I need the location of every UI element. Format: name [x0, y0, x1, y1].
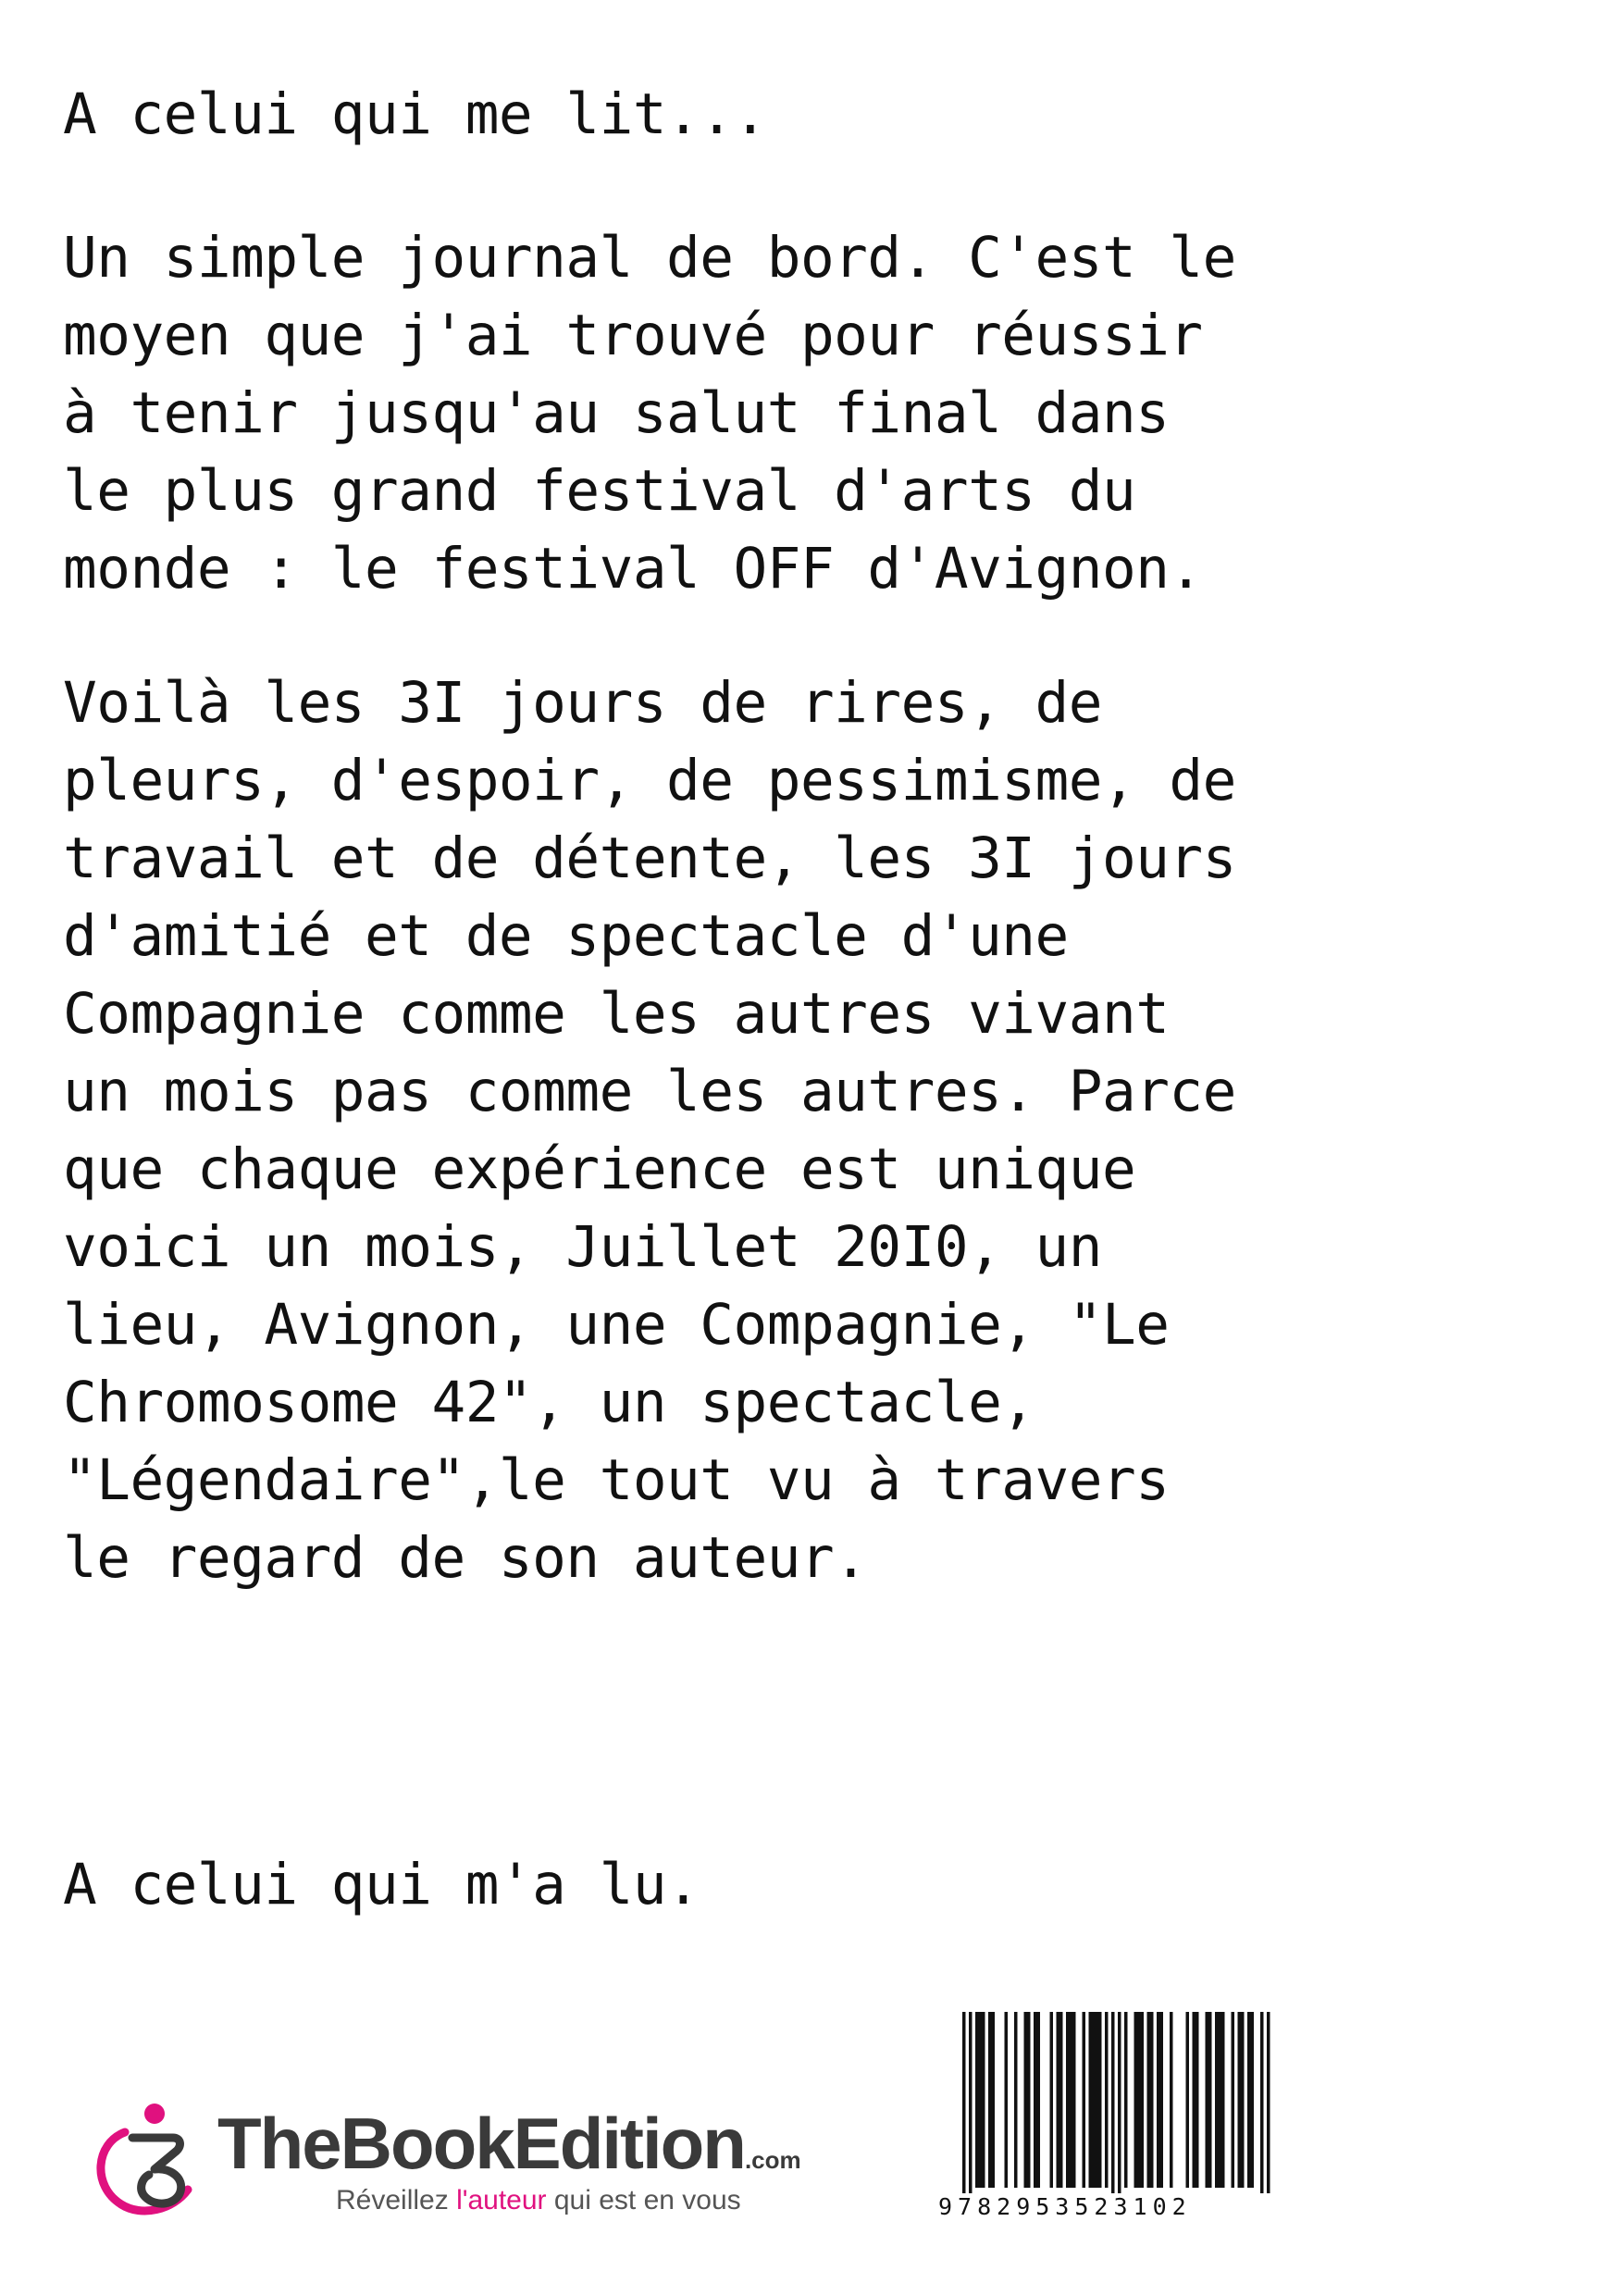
paragraph-intro	[63, 219, 1562, 608]
text-line: Voilà les 3I jours de rires, de	[63, 670, 1102, 736]
barcode-bar	[1037, 2012, 1041, 2188]
barcode-bar	[1219, 2012, 1222, 2188]
barcode-bar	[1238, 2012, 1242, 2188]
text-line: le plus grand festival d'arts du	[63, 458, 1136, 524]
barcode-bar	[1096, 2012, 1099, 2188]
barcode-bar	[962, 2012, 966, 2197]
barcode-bar	[1105, 2012, 1109, 2188]
barcode-bar	[975, 2012, 979, 2188]
text-line: un mois pas comme les autres. Parce	[63, 1059, 1236, 1124]
text-line: moyen que j'ai trouvé pour réussir	[63, 303, 1203, 368]
text-line: que chaque expérience est unique	[63, 1136, 1136, 1202]
barcode-bar	[1221, 2012, 1225, 2188]
publisher-logo-icon	[88, 2101, 204, 2216]
barcode-bar	[1024, 2012, 1028, 2188]
text-line: voici un mois, Juillet 20I0, un	[63, 1214, 1102, 1280]
barcode-bar	[1059, 2012, 1063, 2188]
text-line: d'amitié et de spectacle d'une	[63, 903, 1069, 969]
barcode-bar	[1251, 2012, 1255, 2188]
barcode-bar	[979, 2012, 983, 2188]
barcode-bar	[1147, 2012, 1151, 2188]
barcode-bar	[1137, 2012, 1141, 2188]
barcode-bar	[1111, 2012, 1115, 2197]
barcode-bar	[969, 2012, 973, 2197]
barcode-bar	[1014, 2012, 1018, 2188]
barcode-bar	[1208, 2012, 1212, 2188]
barcode-bar	[1027, 2012, 1031, 2188]
barcode-bar	[1193, 2012, 1196, 2188]
barcode-bar	[1232, 2012, 1235, 2188]
isbn-barcode	[938, 2012, 1288, 2223]
text-line: Un simple journal de bord. C'est le	[63, 225, 1236, 291]
barcode-bar	[1134, 2012, 1138, 2188]
barcode-bar	[1267, 2012, 1270, 2197]
text-line: travail et de détente, les 3I jours	[63, 825, 1236, 891]
paragraph-summary	[63, 664, 1562, 1597]
text-line: Chromosome 42", un spectacle,	[63, 1370, 1035, 1435]
text-line: pleurs, d'espoir, de pessimisme, de	[63, 748, 1236, 813]
publisher-logo	[88, 2101, 847, 2221]
text-line: monde : le festival OFF d'Avignon.	[63, 536, 1203, 602]
barcode-bar	[1070, 2012, 1073, 2188]
barcode-bar	[1072, 2012, 1076, 2188]
barcode-bar	[1186, 2012, 1190, 2188]
barcode-bar	[982, 2012, 985, 2188]
barcode-bar	[988, 2012, 992, 2188]
barcode-bar	[1098, 2012, 1102, 2188]
barcode-bar	[992, 2012, 996, 2188]
closing-line: A celui qui m'a lu.	[63, 1852, 700, 1917]
publisher-name-text: TheBookEdition	[217, 2103, 745, 2184]
barcode-bar	[1005, 2012, 1009, 2188]
barcode-bar	[1066, 2012, 1070, 2188]
barcode-bar	[1241, 2012, 1245, 2188]
barcode-bar	[1157, 2012, 1160, 2188]
publisher-tagline	[336, 2184, 741, 2217]
barcode-bar	[1083, 2012, 1086, 2188]
barcode-bar	[1057, 2012, 1060, 2188]
barcode-digits: 9782953523102	[938, 2193, 1288, 2221]
publisher-domain-suffix: .com	[744, 2146, 801, 2174]
barcode-bar	[1170, 2012, 1173, 2188]
text-line: à tenir jusqu'au salut final dans	[63, 380, 1170, 446]
tagline-start: Réveillez	[336, 2185, 457, 2215]
text-line: "Légendaire",le tout vu à travers	[63, 1447, 1170, 1513]
barcode-bar	[1092, 2012, 1096, 2188]
barcode-bar	[1206, 2012, 1209, 2188]
barcode-bar	[1050, 2012, 1054, 2188]
barcode-bar	[1034, 2012, 1037, 2188]
barcode-bar	[1150, 2012, 1154, 2188]
text-line: Compagnie comme les autres vivant	[63, 981, 1170, 1047]
barcode-bars	[938, 2012, 1288, 2197]
barcode-bar	[1215, 2012, 1219, 2188]
barcode-bar	[1118, 2012, 1121, 2197]
opening-line: A celui qui me lit...	[63, 81, 767, 147]
barcode-bar	[1124, 2012, 1128, 2188]
tagline-accent: l'auteur	[456, 2185, 547, 2215]
text-line: lieu, Avignon, une Compagnie, "Le	[63, 1292, 1170, 1358]
tagline-end: qui est en vous	[546, 2185, 741, 2215]
barcode-bar	[1141, 2012, 1145, 2188]
barcode-bar	[1160, 2012, 1164, 2188]
barcode-bar	[1196, 2012, 1199, 2188]
text-line: le regard de son auteur.	[63, 1525, 868, 1591]
barcode-bar	[1089, 2012, 1093, 2188]
barcode-bar	[1247, 2012, 1251, 2188]
barcode-bar	[1260, 2012, 1264, 2197]
